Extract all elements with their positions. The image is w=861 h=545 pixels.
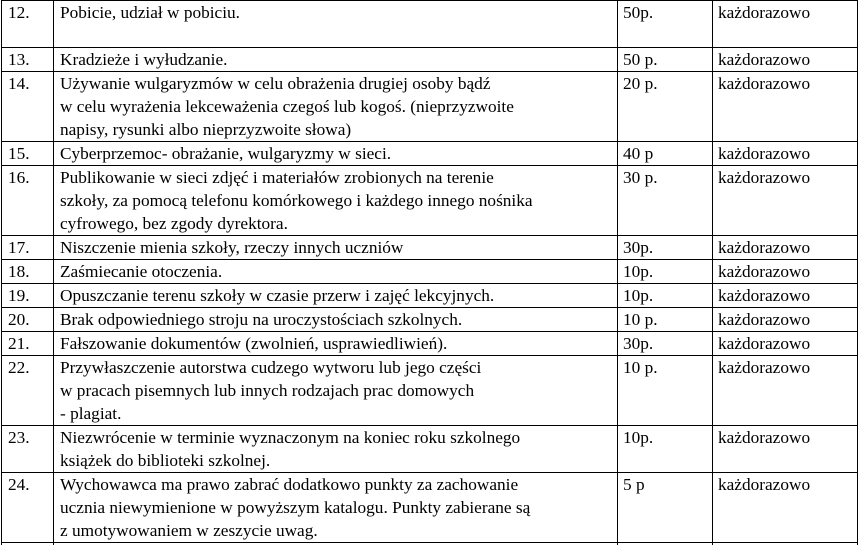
frequency: każdorazowo: [713, 1, 858, 48]
description-line: Pobicie, udział w pobiciu.: [60, 1, 613, 24]
penalty-points: 50p.: [618, 1, 713, 48]
table-row: [2, 236, 858, 260]
description-line: cyfrowego, bez zgody dyrektora.: [60, 212, 613, 235]
frequency: każdorazowo: [713, 236, 858, 260]
description-line: Kradzieże i wyłudzanie.: [60, 48, 613, 71]
row-number: 14.: [2, 72, 54, 142]
offense-description: [54, 284, 618, 308]
table-row: [2, 332, 858, 356]
description-line: Wychowawca ma prawo zabrać dodatkowo punkty za zachowanie: [60, 473, 613, 496]
table-row: [2, 142, 858, 166]
description-line: Cyberprzemoc- obrażanie, wulgaryzmy w sieci.: [60, 142, 613, 165]
offense-description: [54, 332, 618, 356]
description-line: Brak odpowiedniego stroju na uroczystościach szkolnych.: [60, 308, 613, 331]
frequency: każdorazowo: [713, 284, 858, 308]
table-row: [2, 356, 858, 426]
offense-description: [54, 48, 618, 72]
row-number: 21.: [2, 332, 54, 356]
table-row: [2, 260, 858, 284]
offense-description: [54, 426, 618, 473]
row-number: 12.: [2, 1, 54, 48]
description-line: Niszczenie mienia szkoły, rzeczy innych uczniów: [60, 236, 613, 259]
row-number: 18.: [2, 260, 54, 284]
description-line: szkoły, za pomocą telefonu komórkowego i każdego innego nośnika: [60, 189, 613, 212]
description-line: - plagiat.: [60, 402, 613, 425]
row-number: 23.: [2, 426, 54, 473]
description-line: Opuszczanie terenu szkoły w czasie przerw i zajęć lekcyjnych.: [60, 284, 613, 307]
frequency: każdorazowo: [713, 142, 858, 166]
offense-description: [54, 236, 618, 260]
offense-description: [54, 142, 618, 166]
description-line: Używanie wulgaryzmów w celu obrażenia drugiej osoby bądź: [60, 72, 613, 95]
offense-description: [54, 1, 618, 48]
table-row: [2, 166, 858, 236]
frequency: każdorazowo: [713, 473, 858, 543]
table-row: [2, 72, 858, 142]
penalty-points: 10 p.: [618, 356, 713, 426]
frequency: każdorazowo: [713, 260, 858, 284]
table-row: [2, 473, 858, 543]
description-line: Przywłaszczenie autorstwa cudzego wytworu lub jego części: [60, 356, 613, 379]
row-number: 13.: [2, 48, 54, 72]
penalty-points: 10 p.: [618, 308, 713, 332]
penalty-points-table: [1, 0, 858, 545]
row-number: 15.: [2, 142, 54, 166]
frequency: każdorazowo: [713, 356, 858, 426]
frequency: każdorazowo: [713, 426, 858, 473]
row-number: 16.: [2, 166, 54, 236]
penalty-points: 30p.: [618, 332, 713, 356]
penalty-points: 5 p: [618, 473, 713, 543]
row-number: 19.: [2, 284, 54, 308]
row-number: 17.: [2, 236, 54, 260]
description-line: w pracach pisemnych lub innych rodzajach prac domowych: [60, 379, 613, 402]
offense-description: [54, 473, 618, 543]
description-line: w celu wyrażenia lekceważenia czegoś lub kogoś. (nieprzyzwoite: [60, 95, 613, 118]
penalty-points: 30 p.: [618, 166, 713, 236]
frequency: każdorazowo: [713, 308, 858, 332]
penalty-points: 30p.: [618, 236, 713, 260]
description-line: książek do biblioteki szkolnej.: [60, 449, 613, 472]
offense-description: [54, 308, 618, 332]
frequency: każdorazowo: [713, 332, 858, 356]
offense-description: [54, 260, 618, 284]
description-line: Publikowanie w sieci zdjęć i materiałów zrobionych na terenie: [60, 166, 613, 189]
penalty-points: 20 p.: [618, 72, 713, 142]
description-line: Zaśmiecanie otoczenia.: [60, 260, 613, 283]
offense-description: [54, 166, 618, 236]
penalty-points: 40 p: [618, 142, 713, 166]
table-row: [2, 426, 858, 473]
description-line: Fałszowanie dokumentów (zwolnień, usprawiedliwień).: [60, 332, 613, 355]
penalty-points: 50 p.: [618, 48, 713, 72]
table-row: [2, 284, 858, 308]
table-row: [2, 48, 858, 72]
table-body: [2, 1, 858, 545]
row-number: 22.: [2, 356, 54, 426]
description-line: z umotywowaniem w zeszycie uwag.: [60, 519, 613, 542]
description-line: napisy, rysunki albo nieprzyzwoite słowa): [60, 118, 613, 141]
penalty-points: 10p.: [618, 426, 713, 473]
penalty-points: 10p.: [618, 260, 713, 284]
frequency: każdorazowo: [713, 166, 858, 236]
offense-description: [54, 356, 618, 426]
frequency: każdorazowo: [713, 72, 858, 142]
table-row: [2, 308, 858, 332]
frequency: każdorazowo: [713, 48, 858, 72]
penalty-points: 10p.: [618, 284, 713, 308]
row-number: 20.: [2, 308, 54, 332]
offense-description: [54, 72, 618, 142]
table-row: [2, 1, 858, 48]
row-number: 24.: [2, 473, 54, 543]
description-line: Niezwrócenie w terminie wyznaczonym na koniec roku szkolnego: [60, 426, 613, 449]
description-line: ucznia niewymienione w powyższym katalogu. Punkty zabierane są: [60, 496, 613, 519]
